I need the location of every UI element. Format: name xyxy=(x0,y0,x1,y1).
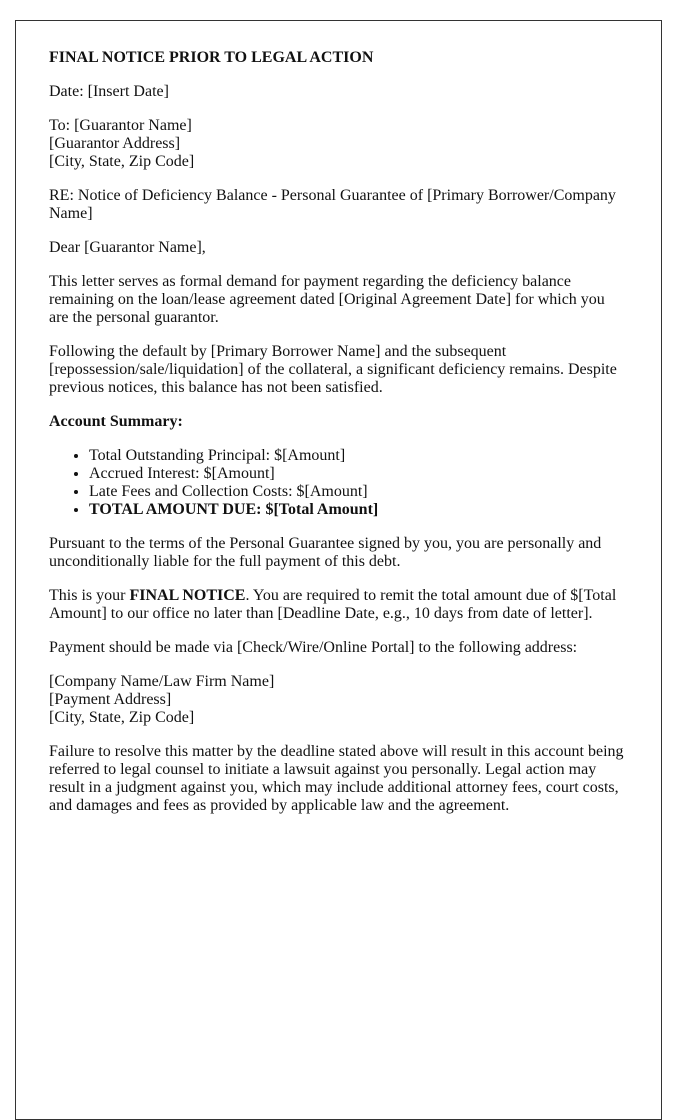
document-viewport xyxy=(15,20,662,814)
consequences-clipped-text: and damages and fees as provided by applicable law and the agreement. xyxy=(49,797,510,814)
summary-item-total-due: • TOTAL AMOUNT DUE: $[Total Amount] xyxy=(89,501,628,519)
paragraph-liability: Pursuant to the terms of the Personal Guarantee signed by you, you are personally and unconditionally liable for the full payment of this debt. xyxy=(49,535,602,570)
paragraph-final-notice xyxy=(49,587,628,623)
payment-city-state-zip: [City, State, Zip Code] xyxy=(49,709,195,726)
final-notice-prefix: This is your xyxy=(49,587,130,604)
account-summary-heading: Account Summary: xyxy=(49,413,183,430)
final-notice-suffix: . You are required to remit the total amount due of $[Total Amount] to our office no later than [Deadline Date, e.g., 10 days from date of letter]. xyxy=(49,587,617,622)
final-notice-emphasis: FINAL NOTICE xyxy=(129,587,246,604)
consequences-visible-text: Failure to resolve this matter by the deadline stated above will result in this account being referred to legal counsel to initiate a lawsuit against you personally. Legal action may result in a judgment against you, which may include additional attorney fees, court costs, xyxy=(49,743,624,796)
payment-address-block xyxy=(49,673,628,727)
account-summary-list xyxy=(49,447,628,519)
salutation: Dear [Guarantor Name], xyxy=(49,239,206,256)
date-line: Date: [Insert Date] xyxy=(49,83,169,100)
recipient-city-state-zip: [City, State, Zip Code] xyxy=(49,153,195,170)
summary-item-fees: • Late Fees and Collection Costs: $[Amount] xyxy=(89,483,628,501)
re-line: RE: Notice of Deficiency Balance - Personal Guarantee of [Primary Borrower/Company Name] xyxy=(49,187,616,222)
recipient-block xyxy=(49,117,628,171)
payment-company-name: [Company Name/Law Firm Name] xyxy=(49,673,275,690)
recipient-address: [Guarantor Address] xyxy=(49,135,181,152)
payment-address: [Payment Address] xyxy=(49,691,172,708)
paragraph-payment: Payment should be made via [Check/Wire/Online Portal] to the following address: xyxy=(49,639,578,656)
summary-item-interest: • Accrued Interest: $[Amount] xyxy=(89,465,628,483)
paragraph-consequences xyxy=(49,743,628,815)
letter-page xyxy=(15,20,662,1120)
paragraph-demand: This letter serves as formal demand for payment regarding the deficiency balance remaining on the loan/lease agreement dated [Original Agreement Date] for which you are the personal guarantor. xyxy=(49,273,605,326)
recipient-name: To: [Guarantor Name] xyxy=(49,117,192,134)
summary-item-principal: • Total Outstanding Principal: $[Amount] xyxy=(89,447,628,465)
letter-title: FINAL NOTICE PRIOR TO LEGAL ACTION xyxy=(49,49,374,66)
paragraph-default: Following the default by [Primary Borrower Name] and the subsequent [repossession/sale/liquidation] of the collateral, a significant deficiency remains. Despite previous notices, this balance has not been satisfied. xyxy=(49,343,617,396)
